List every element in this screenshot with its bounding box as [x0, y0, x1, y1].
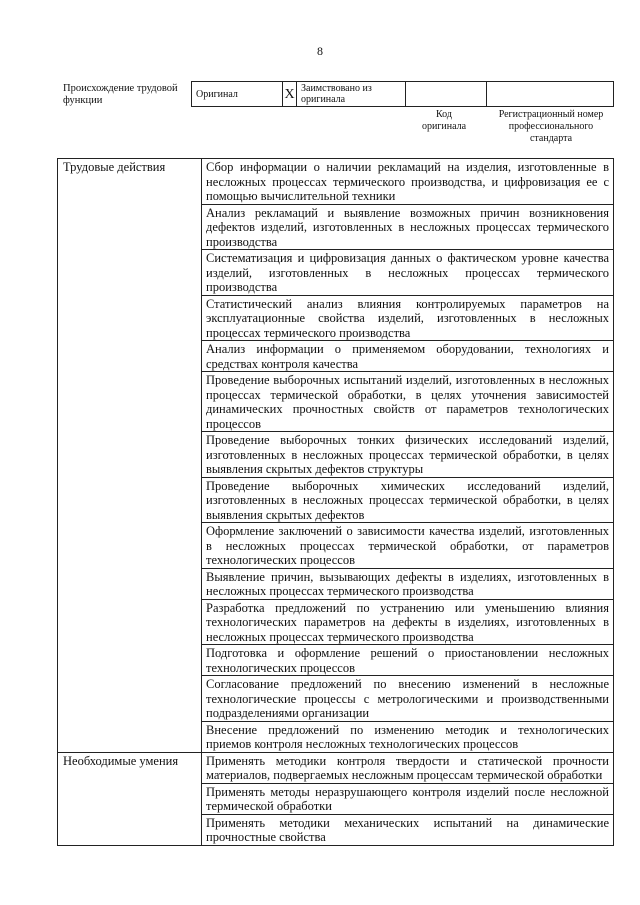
list-item: Анализ рекламаций и выявление возможных причин возникновения дефектов изделий, изготовленных в несложных процессах термического производства [202, 204, 614, 250]
list-item: Проведение выборочных испытаний изделий, изготовленных в несложных процессах термической обработки, в целях уточнения зависимостей динамических прочностных свойств от параметров технологических процессов [202, 372, 614, 432]
origin-label: Происхождение трудовой функции [63, 83, 178, 106]
borrowed-label: Заимствовано из оригинала [297, 82, 406, 107]
table-row [58, 752, 614, 783]
list-item: Статистический анализ влияния контролируемых параметров на эксплуатационные свойства изделий, изготовленных в несложных процессах термического производства [202, 295, 614, 341]
page-number: 8 [317, 44, 323, 58]
list-item: Оформление заключений о зависимости качества изделий, изготовленных в несложных процессах термической обработки, от параметров технологических процессов [202, 523, 614, 569]
original-mark: X [283, 82, 297, 107]
list-item: Проведение выборочных тонких физических исследований изделий, изготовленных в несложных процессах термической обработки, в целях выявления скрытых дефектов структуры [202, 432, 614, 478]
list-item: Согласование предложений по внесению изменений в несложные технологические процессы с метрологическими и производственными подразделениями организации [202, 676, 614, 722]
list-item: Анализ информации о применяемом оборудовании, технологиях и средствах контроля качества [202, 341, 614, 372]
list-item: Систематизация и цифровизация данных о фактическом уровне качества изделий, изготовленных в несложных процессах термического производства [202, 250, 614, 296]
list-item: Применять методы неразрушающего контроля изделий после несложной термической обработки [202, 783, 614, 814]
section-title: Трудовые действия [58, 159, 202, 753]
list-item: Сбор информации о наличии рекламаций на изделия, изготовленные в несложных процессах термического производства, и цифровизация ее с помощью вычислительной техники [202, 159, 614, 205]
list-item: Проведение выборочных химических исследований изделий, изготовленных в несложных процессах термической обработки, в целях выявления скрытых дефектов [202, 477, 614, 523]
reg-number-cell [487, 82, 614, 107]
list-item: Применять методики контроля твердости и статической прочности материалов, подвергаемых несложным процессам термической обработки [202, 752, 614, 783]
list-item: Подготовка и оформление решений о приостановлении несложных технологических процессов [202, 645, 614, 676]
list-item: Применять методики механических испытаний на динамические прочностные свойства [202, 814, 614, 845]
function-table [57, 158, 614, 846]
section-title: Необходимые умения [58, 752, 202, 845]
list-item: Разработка предложений по устранению или уменьшению влияния технологических параметров на дефекты в изделиях, изготовленных в несложных процессах термического производства [202, 599, 614, 645]
list-item: Внесение предложений по изменению методик и технологических приемов контроля несложных технологических процессов [202, 721, 614, 752]
reg-caption: Регистрационный номер профессионального стандарта [498, 109, 604, 144]
list-item: Выявление причин, вызывающих дефекты в изделиях, изготовленных в несложных процессах термического производства [202, 568, 614, 599]
code-cell [406, 82, 487, 107]
original-label: Оригинал [192, 82, 283, 107]
code-caption: Код оригинала [421, 109, 467, 132]
table-row [58, 159, 614, 205]
origin-table [191, 81, 614, 107]
